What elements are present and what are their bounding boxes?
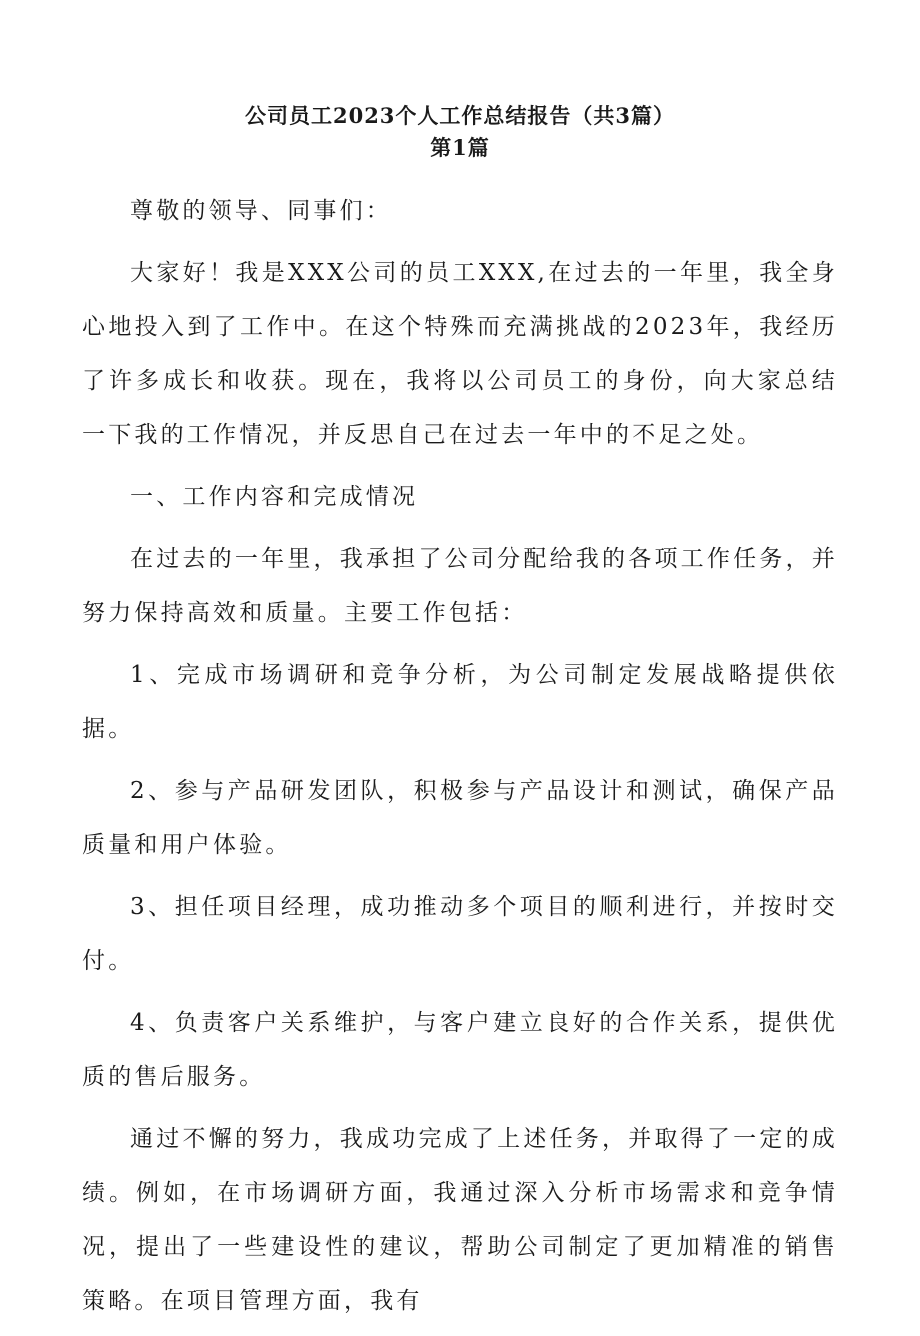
document-page	[82, 100, 838, 1336]
paragraph-achievements: 通过不懈的努力，我成功完成了上述任务，并取得了一定的成绩。例如，在市场调研方面，我通过深入分析市场需求和竞争情况，提出了一些建设性的建议，帮助公司制定了更加精准的销售策略。在项目管理方面，我有	[82, 1126, 838, 1314]
paragraph-work-overview: 在过去的一年里，我承担了公司分配给我的各项工作任务，并努力保持高效和质量。主要工作包括：	[82, 546, 838, 626]
paragraph-intro: 大家好！我是XXX公司的员工XXX,在过去的一年里，我全身心地投入到了工作中。在这个特殊而充满挑战的2023年，我经历了许多成长和收获。现在，我将以公司员工的身份，向大家总结一下我的工作情况，并反思自己在过去一年中的不足之处。	[82, 260, 838, 448]
document-subtitle: 第1篇	[430, 135, 490, 160]
paragraph-salutation: 尊敬的领导、同事们：	[130, 198, 392, 224]
document-title: 公司员工2023个人工作总结报告（共3篇）	[244, 103, 676, 128]
list-item-3: 3、担任项目经理，成功推动多个项目的顺利进行，并按时交付。	[82, 894, 838, 974]
section-heading-1: 一、工作内容和完成情况	[130, 484, 419, 510]
list-item-2: 2、参与产品研发团队，积极参与产品设计和测试，确保产品质量和用户体验。	[82, 778, 838, 858]
list-item-1: 1、完成市场调研和竞争分析，为公司制定发展战略提供依据。	[82, 662, 838, 742]
list-item-4: 4、负责客户关系维护，与客户建立良好的合作关系，提供优质的售后服务。	[82, 1010, 838, 1090]
